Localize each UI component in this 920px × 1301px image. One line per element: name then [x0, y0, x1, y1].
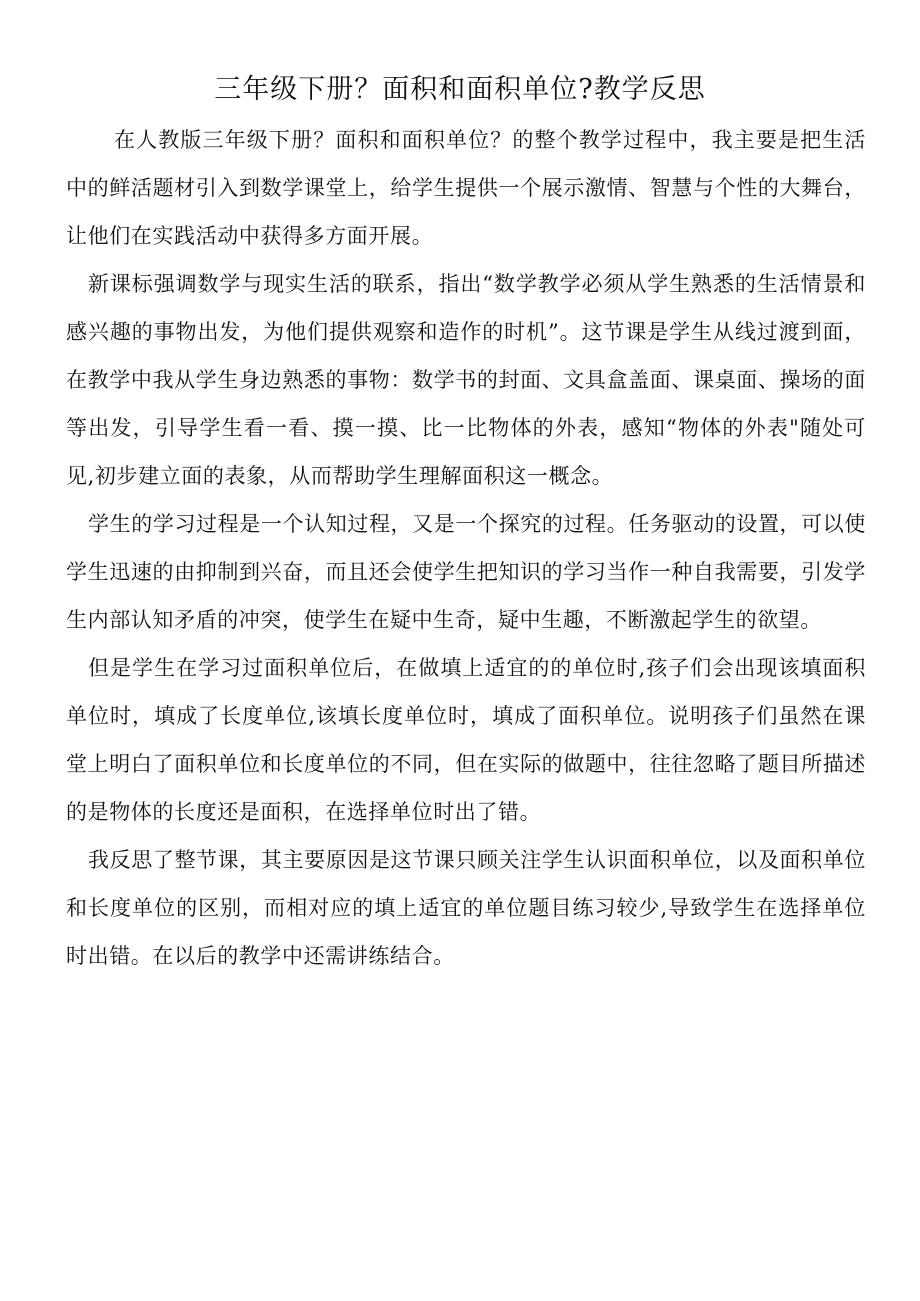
paragraph-2: 新课标强调数学与现实生活的联系，指出“数学教学必须从学生熟悉的生活情景和感兴趣的事物出发，为他们提供观察和造作的时机”。这节课是学生从线过渡到面，在教学中我从学生身边熟悉的事物：数学书的封面、文具盒盖面、课桌面、操场的面等出发，引导学生看一看、摸一摸、比一比物体的外表，感知“物体的外表"随处可见,初步建立面的表象，从而帮助学生理解面积这一概念。 [66, 272, 866, 488]
document-body [66, 116, 866, 980]
paragraph-1: 在人教版三年级下册？面积和面积单位？的整个教学过程中，我主要是把生活中的鲜活题材引入到数学课堂上，给学生提供一个展示激情、智慧与个性的大舞台，让他们在实践活动中获得多方面开展。 [66, 128, 866, 248]
paragraph-3: 学生的学习过程是一个认知过程，又是一个探究的过程。任务驱动的设置，可以使学生迅速的由抑制到兴奋，而且还会使学生把知识的学习当作一种自我需要，引发学生内部认知矛盾的冲突，使学生在疑中生奇，疑中生趣，不断激起学生的欲望。 [66, 512, 866, 632]
paragraph-4: 但是学生在学习过面积单位后，在做填上适宜的的单位时,孩子们会出现该填面积单位时，填成了长度单位,该填长度单位时，填成了面积单位。说明孩子们虽然在课堂上明白了面积单位和长度单位的不同，但在实际的做题中，往往忽略了题目所描述的是物体的长度还是面积，在选择单位时出了错。 [66, 656, 866, 824]
document-title: 三年级下册？面积和面积单位?教学反思 [214, 74, 706, 105]
paragraph-5: 我反思了整节课，其主要原因是这节课只顾关注学生认识面积单位，以及面积单位和长度单位的区别，而相对应的填上适宜的单位题目练习较少,导致学生在选择单位时出错。在以后的教学中还需讲练结合。 [66, 848, 866, 968]
